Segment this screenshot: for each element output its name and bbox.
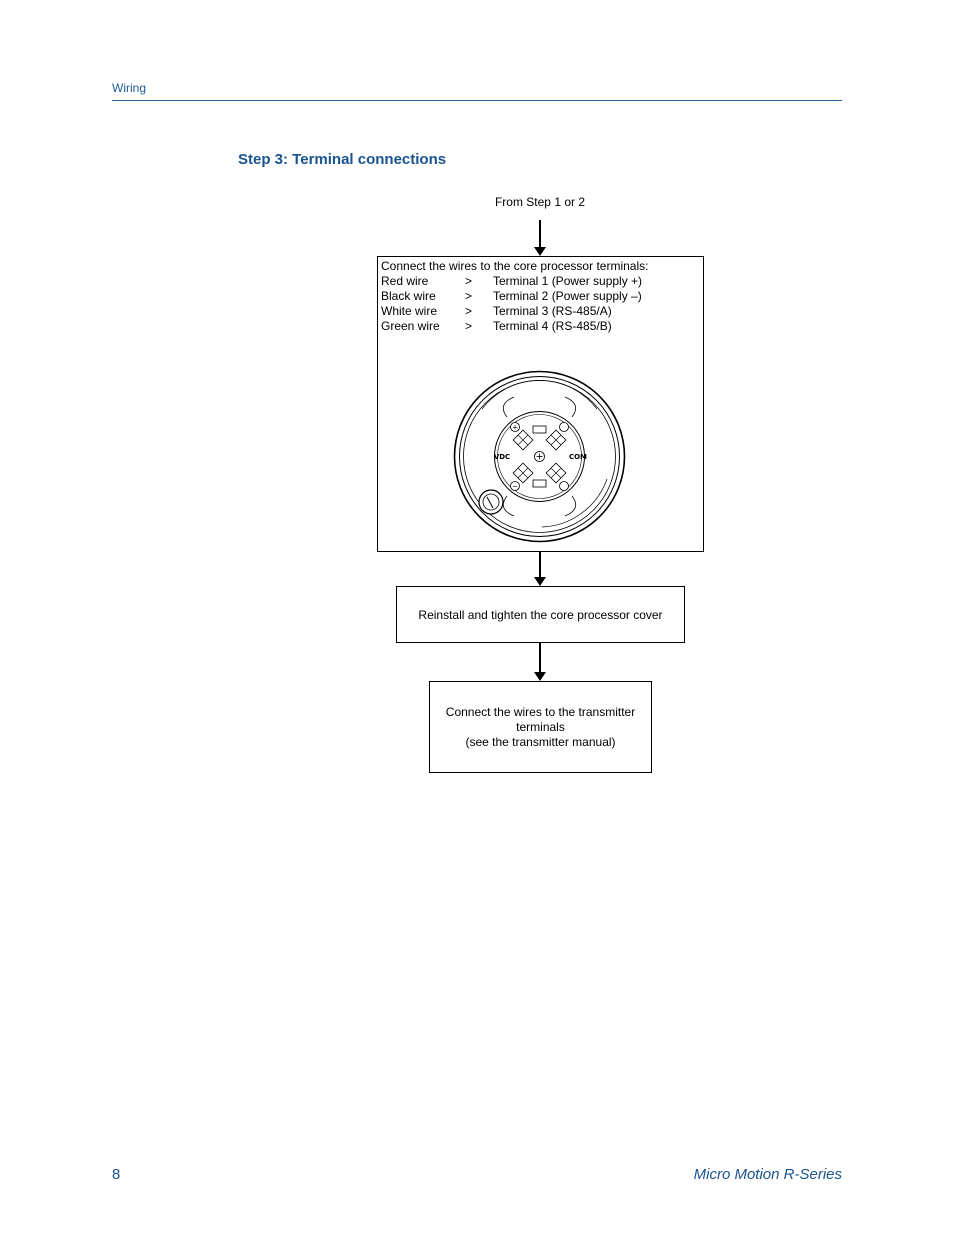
- wire-arrow: >: [465, 319, 473, 333]
- wire-name: Red wire: [381, 274, 429, 288]
- from-step-label: From Step 1 or 2: [494, 195, 586, 209]
- terminal-connection-box: [377, 256, 704, 552]
- flow-arrow-1: [534, 220, 546, 256]
- step-title: Step 3: Terminal connections: [238, 151, 447, 168]
- com-label: COM: [568, 453, 588, 461]
- document-title: Micro Motion R-Series: [693, 1166, 842, 1183]
- header-rule: [112, 100, 842, 101]
- svg-text:+: +: [512, 423, 518, 432]
- wire-arrow: >: [465, 304, 473, 318]
- svg-text:−: −: [512, 482, 518, 491]
- wire-terminal: Terminal 2 (Power supply –): [493, 289, 642, 303]
- wire-terminal: Terminal 4 (RS-485/B): [493, 319, 612, 333]
- wire-name: Black wire: [381, 289, 436, 303]
- page-number: 8: [112, 1166, 121, 1183]
- flow-arrow-3: [534, 643, 546, 681]
- core-processor-terminal-diagram: [452, 369, 627, 544]
- section-label: Wiring: [112, 81, 147, 95]
- flow-arrow-2: [534, 552, 546, 586]
- wire-terminal: Terminal 1 (Power supply +): [493, 274, 643, 288]
- wire-arrow: >: [465, 274, 473, 288]
- transmitter-wiring-text: Connect the wires to the transmitter terminals: [445, 704, 636, 734]
- wire-name: Green wire: [381, 319, 440, 333]
- wire-arrow: >: [465, 289, 473, 303]
- vdc-label: VDC: [493, 453, 511, 461]
- terminal-instruction: Connect the wires to the core processor terminals:: [381, 259, 649, 273]
- wire-terminal: Terminal 3 (RS-485/A): [493, 304, 612, 318]
- reinstall-cover-text: Reinstall and tighten the core processor cover: [418, 607, 663, 622]
- reinstall-cover-box: [396, 586, 685, 643]
- wire-name: White wire: [381, 304, 438, 318]
- transmitter-wiring-box: [429, 681, 652, 773]
- transmitter-manual-note: (see the transmitter manual): [465, 734, 616, 749]
